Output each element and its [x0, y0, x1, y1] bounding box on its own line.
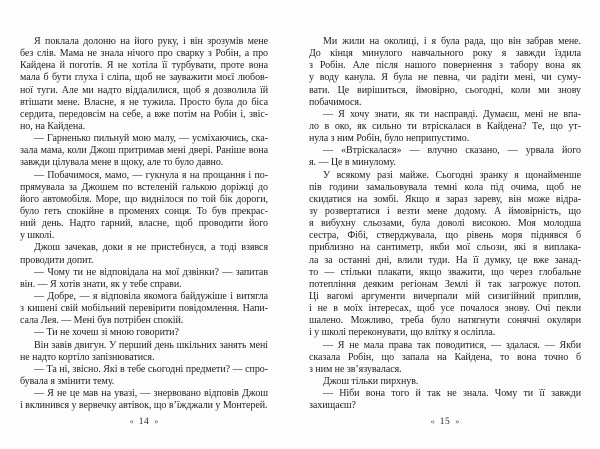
text-line: — Та ні, звісно. Які в тебе сьогодні предмети? — спро- [34, 363, 268, 375]
text-line: і не в моїх інтересах, щоб усе почалося знову. Очі пекли [309, 303, 581, 315]
text-line: — Ніби вона того й так не знала. Чому ти її завжди [323, 388, 581, 400]
paragraph [20, 364, 268, 388]
page-left-text-block [20, 36, 268, 412]
folio-ornament-open: « [129, 415, 134, 426]
text-line: Кайдена й поготів. Я не хотіла її турбувати, проте вона [20, 60, 268, 72]
page-left-footer [20, 414, 268, 428]
paragraph [309, 388, 581, 412]
text-line: приблизно на сантиметр, якби мої сльози, які я виплака- [309, 242, 581, 254]
text-line: сала Лея. — Мені був потрібен спокій. [20, 315, 184, 327]
paragraph [20, 327, 268, 339]
text-line: я вибухну сльозами, була доволі високою. Моя молодша [309, 218, 581, 230]
page-number-right: 15 [439, 417, 451, 427]
text-line: До кінця минулого навчального року я завжди їздила [309, 48, 581, 60]
text-line: вати. Це вирішиться, ймовірно, сьогодні, коли ми знову [309, 84, 581, 96]
text-line: його автомобіля. Море, що виднілося по той бік дороги, [20, 193, 268, 205]
text-line: нула з ним Робін, було неприпустимо. [309, 133, 470, 145]
text-line: без слів. Мама не знала нічого про сварку з Робін, а про [20, 48, 268, 60]
text-line: було геть спокійне в променях сонця. То був прекрас- [20, 205, 268, 217]
text-line: завжди цілувала мене в щоку, але то було давно. [20, 157, 224, 169]
text-line: з кишені свій мобільний перевірити повідомлення. Напи- [20, 303, 268, 315]
text-line: — Я не мала права так поводитися, — здалася. — Якби [323, 339, 581, 351]
text-line: і вклинився у вервечку автівок, що в’їжджали у Монтерей. [20, 400, 268, 412]
text-line: — «Втріскалася» — влучно сказано, — урвала його [323, 145, 581, 157]
paragraph [309, 36, 581, 109]
text-line: я. — Це в минулому. [309, 157, 396, 169]
text-line: Джош зачекав, доки я не пристебнуся, а тоді взявся [34, 242, 268, 254]
text-line: — Я не це мав на увазі, — знервовано відповів Джош [34, 388, 268, 400]
text-line: потепління деяким регіонам Землі й так загрожує потоп. [309, 278, 581, 290]
paragraph [309, 109, 581, 145]
folio-ornament-close: » [154, 415, 159, 426]
paragraph [309, 145, 581, 169]
text-line: побачимося. [309, 96, 362, 108]
text-line: Джош тільки пирхнув. [323, 375, 419, 387]
text-line: — Добре, — я відповіла якомога байдужіше і витягла [34, 290, 268, 302]
paragraph [20, 340, 268, 364]
page-right-footer [309, 414, 581, 428]
text-line: ної туги. Але ми надто віддалилися, щоб я дозволила їй [20, 84, 268, 96]
text-line: Ці вагомі аргументи вичерпали мій сизигійний приплив, [309, 290, 581, 302]
paragraph [309, 376, 581, 388]
text-line: з Робін. Але після нашого повернення з табору вона як [309, 60, 581, 72]
text-line: пів години замальовувала темні кола під очима, щоб не [309, 181, 581, 193]
text-line: бувала я змінити тему. [20, 375, 115, 387]
text-line: — Я хочу знати, як ти насправді. Думаєш, мені не впа- [323, 108, 581, 120]
text-line: Ми жили на околиці, і я була рада, що він забрав мене. [323, 36, 581, 47]
text-line: — Побачимося, мамо, — гукнула я на прощання і по- [34, 169, 268, 181]
page-left [0, 0, 290, 449]
paragraph [20, 36, 268, 133]
text-line: прямувала за Джошем по встеленій галькою доріжці до [20, 181, 268, 193]
text-line: не надто кортіло запізнюватися. [20, 351, 155, 363]
text-line: захищаєш? [309, 400, 356, 412]
text-line: ло в око, як сильно ти втріскалася в Кайдена? Те, що ут- [309, 120, 581, 132]
text-line: — Чому ти не відповідала на мої дзвінки? — запитав [34, 266, 268, 278]
page-right [290, 0, 600, 449]
paragraph [20, 133, 268, 169]
text-line: і у школі переконувати, що влітку я осліпла. [309, 327, 496, 339]
text-line: У всякому разі майже. Сьогодні зранку я щонайменше [323, 169, 581, 181]
text-line: то — стільки плакати, якщо зважити, що через глобальне [309, 266, 581, 278]
text-line: сказала Робін, що запала на Кайдена, то вона точно б [309, 351, 581, 363]
page-right-text-block [309, 36, 581, 412]
text-line: втішати мене. Власне, я не тужила. Просто була до біса [20, 96, 268, 108]
folio-ornament-open: « [430, 415, 435, 426]
paragraph [20, 291, 268, 327]
text-line: Він завів двигун. У перший день шкільних занять мені [34, 339, 268, 351]
text-line: з ним не зв’язувалася. [309, 363, 402, 375]
text-line: проводити допит. [20, 254, 94, 266]
paragraph [20, 267, 268, 291]
text-line: — Гарненько пильнуй мою малу, — усміхаючись, ска- [34, 133, 268, 145]
text-line: зу розвертатися і везти мене додому. А ймовірність, що [309, 205, 581, 217]
text-line: мала б бути глуха і сліпа, щоб не зауважити моєї любов- [20, 72, 268, 84]
text-line: у школі. [20, 230, 55, 242]
text-line: у воду канула. Я була не певна, чи радіти мені, чи суму- [309, 72, 581, 84]
paragraph [309, 170, 581, 340]
page-number-left: 14 [138, 417, 150, 427]
text-line: сестра, Фібі, стверджувала, що рівень моря піднявся б [309, 230, 581, 242]
paragraph [20, 170, 268, 243]
text-line: ла за останні дні, влили туди. На її думку, це вже занад- [309, 254, 581, 266]
text-line: він. — Я хотів знати, як у тебе справи. [20, 278, 182, 290]
text-line: ний день. Надто гарний, власне, щоб проводити його [20, 218, 268, 230]
folio-ornament-close: » [455, 415, 460, 426]
paragraph [309, 340, 581, 376]
text-line: зала мама, коли Джош притримав мені двері. Раніше вона [20, 145, 268, 157]
text-line: но, на Кайдена. [20, 120, 86, 132]
text-line: скидатися на зомбі. Якщо я зараз зареву, він може відра- [309, 193, 581, 205]
text-line: Я поклала долоню на його руку, і він зрозумів мене [34, 36, 268, 47]
text-line: — Ти не хочеш зі мною говорити? [34, 327, 179, 339]
text-line: сердита, передовсім на себе, а вже потім на Робін і, звіс- [20, 108, 268, 120]
text-line: шалено. Можливо, треба було натягнути сонячні окуляри [309, 315, 581, 327]
paragraph [20, 388, 268, 412]
paragraph [20, 242, 268, 266]
